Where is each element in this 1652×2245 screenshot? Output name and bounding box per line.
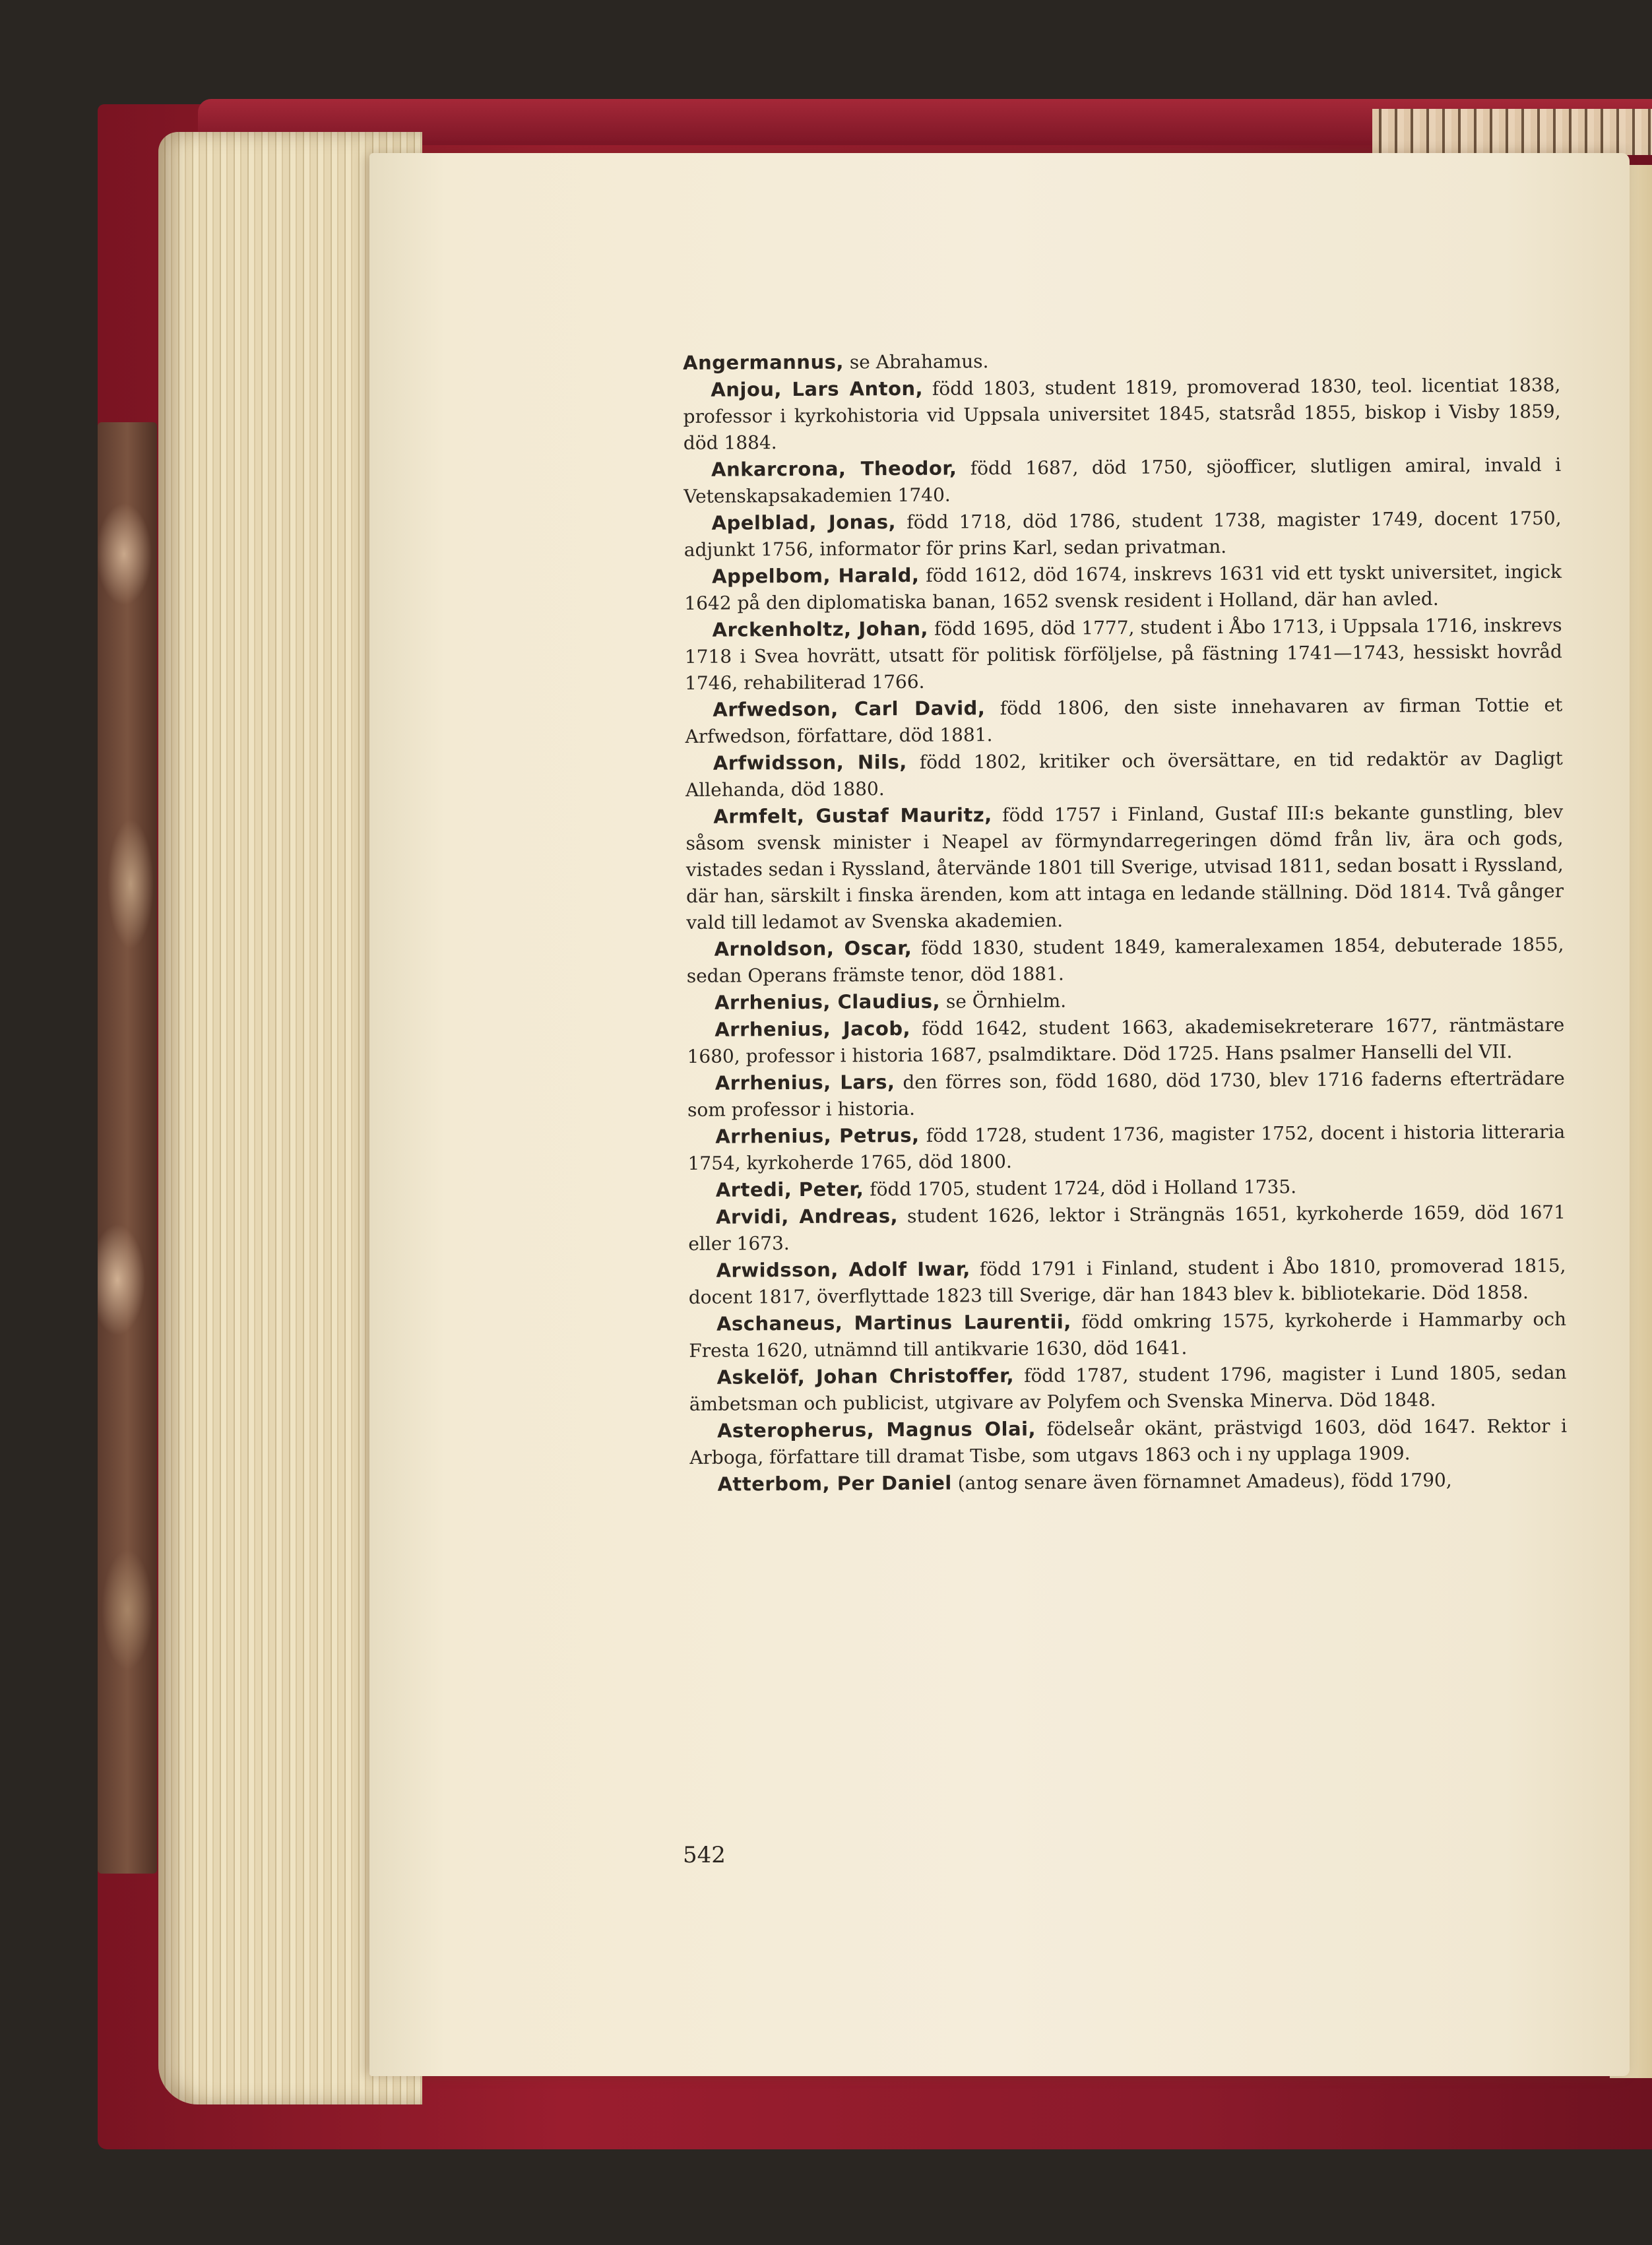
entry-text: född 1705, student 1724, död i Holland 1735. xyxy=(864,1176,1297,1201)
dictionary-entries xyxy=(683,344,1568,1498)
entry-text: född omkring 1575, kyrkoherde i Hammarby och Fresta 1620, utnämnd till antikvarie 1630, död 1641. xyxy=(689,1308,1567,1362)
gilt-page-edge xyxy=(1372,109,1652,155)
entry xyxy=(684,612,1562,697)
entry-name: Askelöf, Johan Christoffer, xyxy=(716,1364,1015,1389)
entry-name: Anjou, Lars Anton, xyxy=(711,377,924,401)
entry-text: född 1806, den siste innehavaren av firman Tottie et Arfwedson, författare, död 1881. xyxy=(685,693,1563,747)
entry-text: se Abrahamus. xyxy=(843,350,989,373)
entry-text: född 1612, död 1674, inskrevs 1631 vid ett tyskt universitet, ingick 1642 på den diplomatiska banan, 1652 svensk resident i Holland, där han avled. xyxy=(684,560,1562,614)
entry xyxy=(687,1118,1565,1177)
entry-name: Atterbom, Per Daniel xyxy=(717,1471,952,1496)
entry-text: född 1728, student 1736, magister 1752, docent i historia litteraria 1754, kyrkoherde 1765, död 1800. xyxy=(687,1120,1566,1174)
entry-name: Arrhenius, Jacob, xyxy=(715,1017,911,1041)
entry-name: Ankarcrona, Theodor, xyxy=(711,457,957,481)
entry-text: född 1687, död 1750, sjöofficer, slutligen amiral, invald i Vetenskapsakademien 1740. xyxy=(683,453,1562,507)
entry-name: Arrhenius, Petrus, xyxy=(715,1123,920,1148)
entry-text: student 1626, lektor i Strängnäs 1651, kyrkoherde 1659, död 1671 eller 1673. xyxy=(688,1201,1566,1255)
entry-text: födelseår okänt, prästvigd 1603, död 1647. Rektor i Arboga, författare till dramat Tisbe, som utgavs 1863 och i ny upplaga 1909. xyxy=(689,1414,1568,1469)
entry-text: den förres son, född 1680, död 1730, blev 1716 faderns efterträdare som professor i historia. xyxy=(687,1067,1565,1121)
entry-name: Arwidsson, Adolf Iwar, xyxy=(716,1257,970,1282)
entry-text: se Örnhielm. xyxy=(939,990,1067,1013)
entry xyxy=(686,931,1564,990)
entry-name: Arckenholtz, Johan, xyxy=(712,617,929,641)
entry-text: född 1803, student 1819, promoverad 1830, teol. licentiat 1838, professor i kyrkohistoria vid Uppsala universitet 1845, statsråd 1855, biskop i Visby 1859, död 1884. xyxy=(683,373,1561,454)
entry-text: född 1718, död 1786, student 1738, magister 1749, docent 1750, adjunkt 1756, informator för prins Karl, sedan privatman. xyxy=(683,507,1562,561)
entry-text: född 1802, kritiker och översättare, en tid redaktör av Dagligt Allehanda, död 1880. xyxy=(685,747,1563,801)
entry-name: Arfwidsson, Nils, xyxy=(713,750,907,775)
entry-name: Asteropherus, Magnus Olai, xyxy=(716,1417,1036,1442)
entry-name: Arnoldson, Oscar, xyxy=(714,936,912,961)
entry-text: (antog senare även förnamnet Amadeus), född 1790, xyxy=(951,1469,1452,1494)
entry-name: Apelblad, Jonas, xyxy=(711,511,897,534)
page-number: 542 xyxy=(683,1842,726,1868)
entry xyxy=(685,691,1562,750)
marbled-endpaper xyxy=(98,422,157,1874)
entry xyxy=(683,451,1561,510)
entry xyxy=(687,1065,1565,1123)
entry xyxy=(689,1306,1566,1364)
entry-text: född 1830, student 1849, kameralexamen 1854, debuterade 1855, sedan Operans främste tenor, död 1881. xyxy=(686,933,1564,987)
entry xyxy=(689,1466,1567,1498)
entry xyxy=(683,505,1561,563)
entry xyxy=(688,1199,1566,1257)
entry-name: Arrhenius, Lars, xyxy=(715,1071,895,1094)
entry-text: född 1757 i Finland, Gustaf III:s bekante gunstling, blev såsom svensk minister i Neapel av förmyndarregeringen dömd från liv, ära och gods, vistades sedan i Ryssland, återvände 1801 till Sverige, utvisad 1811, sedan bosatt i Ryssland, där han, särskilt i finska ärenden, kom att intaga en ledande ställning. Död 1814. Två gånger vald till ledamot av Svenska akademien. xyxy=(685,800,1564,933)
entry-name: Aschaneus, Martinus Laurentii, xyxy=(716,1310,1071,1335)
entry-name: Artedi, Peter, xyxy=(715,1178,864,1201)
entry xyxy=(685,745,1563,804)
entry xyxy=(687,1011,1564,1070)
entry xyxy=(688,1252,1566,1311)
entry xyxy=(685,798,1564,936)
entry xyxy=(684,558,1562,617)
entry xyxy=(689,1412,1567,1471)
entry-name: Angermannus, xyxy=(683,350,844,374)
entry-name: Arvidi, Andreas, xyxy=(715,1205,899,1228)
entry-text: född 1787, student 1796, magister i Lund 1805, sedan ämbetsman och publicist, utgivare av Polyfem och Svenska Minerva. Död 1848. xyxy=(689,1361,1567,1415)
entry-name: Armfelt, Gustaf Mauritz, xyxy=(713,804,992,828)
entry xyxy=(683,371,1561,457)
entry xyxy=(689,1359,1566,1418)
entry-text: född 1695, död 1777, student i Åbo 1713, i Uppsala 1716, inskrevs 1718 i Svea hovrätt, utsatt för politisk förföljelse, på fästning 1741—1743, hessiskt hovråd 1746, rehabiliterad 1766. xyxy=(684,614,1562,694)
entry-text: född 1642, student 1663, akademisekreterare 1677, räntmästare 1680, professor i historia 1687, psalmdiktare. Död 1725. Hans psalmer Hanselli del VII. xyxy=(687,1013,1565,1067)
entry-name: Arrhenius, Claudius, xyxy=(714,990,941,1014)
entry-text: född 1791 i Finland, student i Åbo 1810, promoverad 1815, docent 1817, överflyttade 1823 till Sverige, där han 1843 blev k. bibliotekarie. Död 1858. xyxy=(688,1254,1566,1308)
entry-name: Appelbom, Harald, xyxy=(711,563,920,588)
entry-name: Arfwedson, Carl David, xyxy=(713,697,986,721)
